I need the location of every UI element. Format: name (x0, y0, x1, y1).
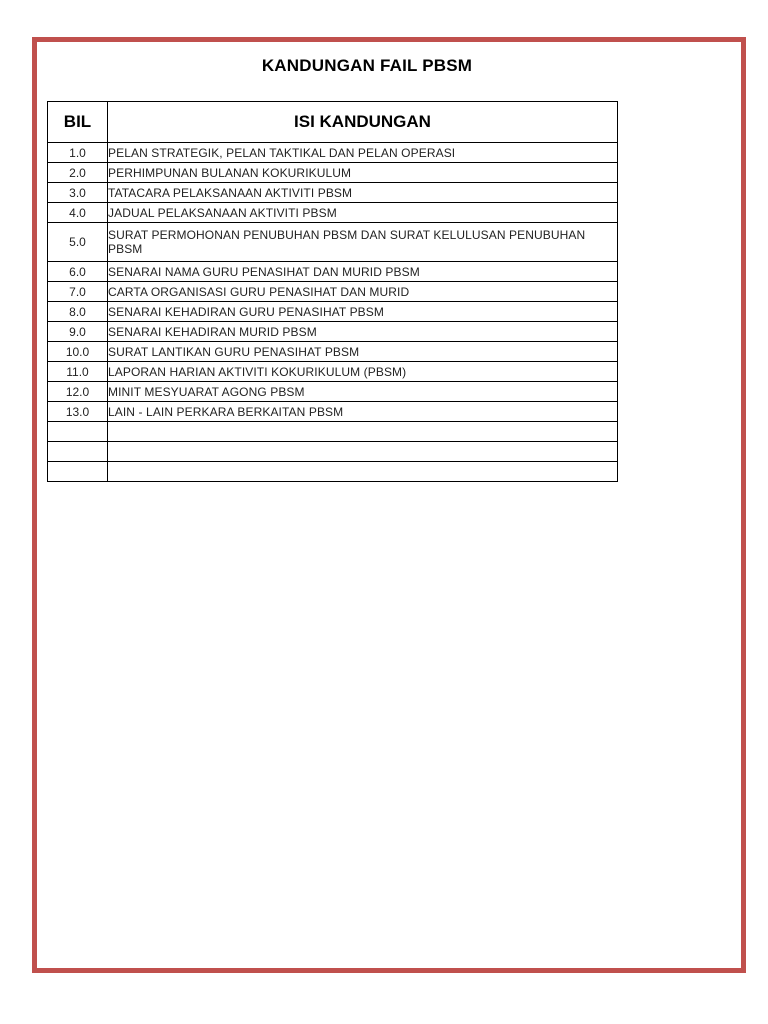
row-number: 11.0 (48, 362, 108, 382)
table-row (48, 322, 618, 342)
table-row (48, 362, 618, 382)
row-number (48, 442, 108, 462)
table-header-row (48, 102, 618, 143)
row-content: JADUAL PELAKSANAAN AKTIVITI PBSM (108, 203, 618, 223)
table-row-empty (48, 442, 618, 462)
contents-table (47, 101, 618, 482)
row-number: 12.0 (48, 382, 108, 402)
row-content: SENARAI KEHADIRAN GURU PENASIHAT PBSM (108, 302, 618, 322)
header-isi-kandungan: ISI KANDUNGAN (108, 102, 618, 143)
table-row (48, 223, 618, 262)
table-row-empty (48, 422, 618, 442)
table-row (48, 282, 618, 302)
row-number: 1.0 (48, 143, 108, 163)
header-bil: BIL (48, 102, 108, 143)
table-row (48, 203, 618, 223)
row-number: 5.0 (48, 223, 108, 262)
table-row (48, 402, 618, 422)
page-border-frame (32, 37, 746, 973)
table-row (48, 382, 618, 402)
row-number: 4.0 (48, 203, 108, 223)
row-content: LAPORAN HARIAN AKTIVITI KOKURIKULUM (PBSM) (108, 362, 618, 382)
table-row-empty (48, 462, 618, 482)
row-content: SURAT LANTIKAN GURU PENASIHAT PBSM (108, 342, 618, 362)
row-content (108, 442, 618, 462)
row-number (48, 462, 108, 482)
row-content (108, 422, 618, 442)
table-row (48, 143, 618, 163)
row-content: PERHIMPUNAN BULANAN KOKURIKULUM (108, 163, 618, 183)
row-number: 7.0 (48, 282, 108, 302)
document-title: KANDUNGAN FAIL PBSM (261, 56, 473, 75)
row-content (108, 462, 618, 482)
row-content: SENARAI KEHADIRAN MURID PBSM (108, 322, 618, 342)
row-content: LAIN - LAIN PERKARA BERKAITAN PBSM (108, 402, 618, 422)
table-row (48, 183, 618, 203)
row-number: 10.0 (48, 342, 108, 362)
row-content: CARTA ORGANISASI GURU PENASIHAT DAN MURID (108, 282, 618, 302)
row-content: TATACARA PELAKSANAAN AKTIVITI PBSM (108, 183, 618, 203)
row-number: 9.0 (48, 322, 108, 342)
row-number: 8.0 (48, 302, 108, 322)
table-row (48, 302, 618, 322)
table-row (48, 342, 618, 362)
table-row (48, 262, 618, 282)
row-number (48, 422, 108, 442)
row-number: 6.0 (48, 262, 108, 282)
row-content: SURAT PERMOHONAN PENUBUHAN PBSM DAN SURAT KELULUSAN PENUBUHAN PBSM (108, 223, 618, 262)
row-content: PELAN STRATEGIK, PELAN TAKTIKAL DAN PELAN OPERASI (108, 143, 618, 163)
row-content: SENARAI NAMA GURU PENASIHAT DAN MURID PBSM (108, 262, 618, 282)
row-number: 13.0 (48, 402, 108, 422)
table-row (48, 163, 618, 183)
row-number: 2.0 (48, 163, 108, 183)
row-number: 3.0 (48, 183, 108, 203)
row-content: MINIT MESYUARAT AGONG PBSM (108, 382, 618, 402)
